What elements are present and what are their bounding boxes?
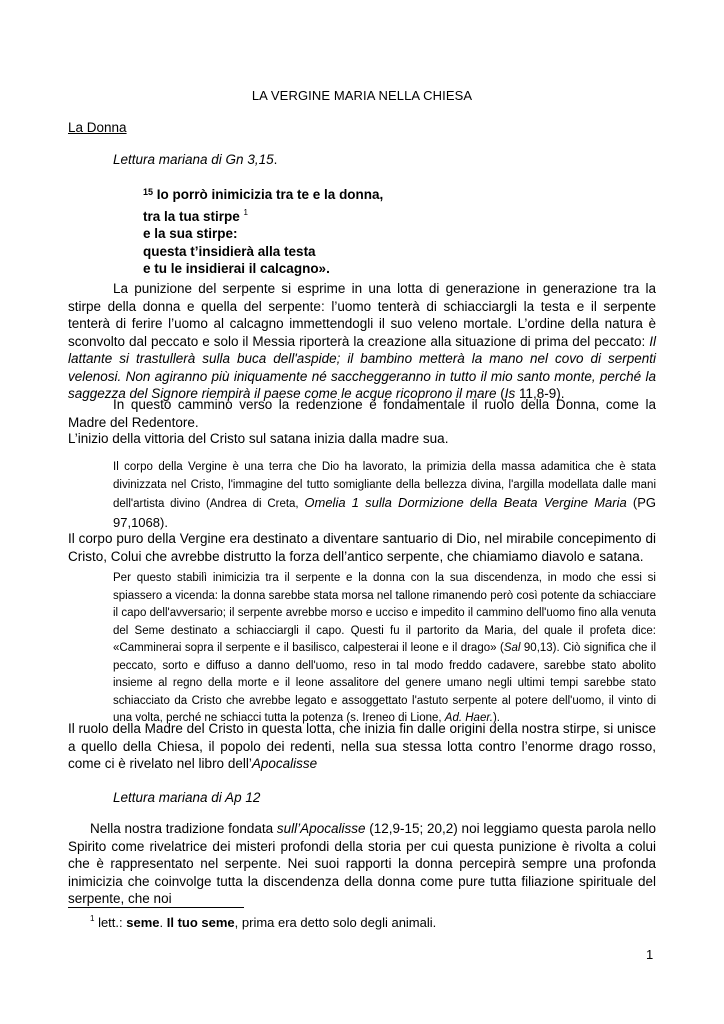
paragraph-tradition-apocalisse: sull’Apocalisse bbox=[276, 821, 366, 836]
footnote-end: , prima era detto solo degli animali. bbox=[234, 915, 437, 930]
paragraph-tradition-text: (12,9-15; 20,2) noi leggiamo questa parola nello Spirito come rivelatrice dei misteri profondi della storia per cui questa punizione è rivolta a colui che è rappresentato nel serpente. Nei suoi rapporti la donna percepirà sempre una profonda inimicizia che coinvolge tutta la discendenza della donna come pure tutta filiazione spirituale del serpente, che noi bbox=[68, 821, 656, 906]
paragraph-church bbox=[68, 720, 656, 773]
subheading-apocalypse: Lettura mariana di Ap 12 bbox=[113, 790, 261, 805]
quote-ireneo bbox=[113, 570, 656, 728]
quote-andrea-ref: (PG 97,1068). bbox=[113, 495, 656, 530]
quote-ireneo-mid: 90,13). Ciò significa che il peccato, sorto e diffuso a danno dell'uomo, reso in tal modo freddo cadavere, sarebbe stato abolito insieme al regno della morte e il leone assalitore del genere umano negli ultimi tempi sarebbe stato schiacciato da Cristo che avrebbe legato e assoggettato l'astuto serpente al potere dell'uomo, il vinto di una volta, perché ne schiacci tutta la potenza (s. Ireneo di Lione, bbox=[113, 642, 656, 724]
footnote-separator bbox=[68, 907, 244, 908]
paragraph-punishment-ref-book: Is bbox=[504, 386, 516, 401]
footnote-bold-tuo-seme: Il tuo seme bbox=[166, 915, 235, 930]
quote-ireneo-end: ). bbox=[492, 712, 500, 724]
paragraph-punishment-quote: Il lattante si trastullerà sulla buca dell'aspide; il bambino metterà la mano nel covo di serpenti velenosi. Non agiranno più iniquamente né saccheggeranno in tutto il mio santo monte, perché la saggezza del Signore riempirà il paese come le acque ricoprono il mare bbox=[68, 333, 656, 401]
quote-andrea-text: Il corpo della Vergine è una terra che Dio ha lavorato, la primizia della massa adamitica che è stata divinizzata nel Cristo, l'immagine del tutto somigliante della bellezza divina, l'argilla modellata dalle mani dell'artista divino (Andrea di Creta, bbox=[113, 461, 656, 510]
footnote-number: 1 bbox=[90, 914, 95, 923]
section-title: La Donna bbox=[68, 120, 127, 135]
paragraph-tradition bbox=[68, 820, 656, 908]
footnote-separator-text: . bbox=[159, 915, 167, 930]
verse-line-1-text: Io porrò inimicizia tra te e la donna, bbox=[153, 187, 384, 202]
paragraph-tradition-start: Nella nostra tradizione fondata bbox=[90, 821, 277, 836]
verse-line-2 bbox=[143, 204, 383, 226]
verse-number: 15 bbox=[143, 187, 154, 197]
page-number: 1 bbox=[646, 947, 654, 962]
paragraph-church-apocalisse: Apocalisse bbox=[251, 756, 318, 771]
paragraph-punishment bbox=[68, 280, 656, 403]
subheading-genesis-text: Lettura mariana di Gn 3,15 bbox=[113, 152, 274, 167]
paragraph-punishment-ref-rest: 11,8-9). bbox=[515, 386, 565, 401]
verse-line-4: questa t’insidierà alla testa bbox=[143, 243, 316, 259]
quote-ireneo-text: Per questo stabilì inimicizia tra il serpente e la donna con la sua discendenza, in modo che essi si spiassero a vicenda: la donna sarebbe stata morsa nel tallone rimanendo però così potente da schiacciare il capo dell'avversario; il serpente avrebbe morso e ucciso e impedito il cammino dell'uomo fino alla venuta del Seme destinato a schiacciargli il capo. Questi fu il partorito da Maria, del quale il profeta dice: «Camminerai sopra il serpente e il basilisco, calpesterai il leone e il drago» ( bbox=[113, 572, 656, 654]
quote-andrea-di-creta bbox=[113, 459, 656, 533]
quote-andrea-title: Omelia 1 sulla Dormizione della Beata Vergine Maria bbox=[304, 495, 627, 510]
footnote bbox=[90, 914, 436, 930]
quote-ireneo-source: Ad. Haer. bbox=[444, 712, 493, 724]
paragraph-redemption bbox=[68, 396, 656, 431]
footnote-bold-seme: seme bbox=[126, 915, 160, 930]
footnote-start: lett.: bbox=[94, 915, 127, 930]
paragraph-punishment-text: La punizione del serpente si esprime in una lotta di generazione in generazione tra la stirpe della donna e quella del serpente: l’uomo tenterà di schiacciargli la testa e il serpente tenterà di ferire l’uomo al calcagno immettendogli il suo veleno mortale. L’ordine della natura è sconvolto dal peccato e solo il Messia riporterà la creazione alla situazione di prima del peccato: bbox=[68, 281, 656, 349]
verse-line-1 bbox=[143, 184, 383, 204]
paragraph-pure-body: Il corpo puro della Vergine era destinato a diventare santuario di Dio, nel mirabile concepimento di Cristo, Colui che avrebbe distrutto la forza dell’antico serpente, che chiamiamo diavolo e satana. bbox=[68, 531, 656, 564]
quote-ireneo-ref-book: Sal bbox=[503, 642, 521, 654]
paragraph-church-text: Il ruolo della Madre del Cristo in questa lotta, che inizia fin dalle origini della nostra stirpe, si unisce a quello della Chiesa, il popolo dei redenti, nella sua stessa lotta contro l’enorme drago rosso, come ci è rivelato nel libro dell’ bbox=[68, 721, 656, 771]
paragraph-punishment-ref-open: ( bbox=[496, 386, 505, 401]
paragraph-redemption-text: In questo cammino verso la redenzione è fondamentale il ruolo della Donna, come la Madre del Redentore. bbox=[68, 397, 656, 430]
verse-line-5: e tu le insidierai il calcagno». bbox=[143, 261, 330, 276]
verse-line-3: e la sua stirpe: bbox=[143, 226, 238, 241]
footnote-reference[interactable]: 1 bbox=[243, 207, 248, 217]
paragraph-victory: L’inizio della vittoria del Cristo sul satana inizia dalla madre sua. bbox=[68, 431, 449, 446]
verse-line-2-text: tra la tua stirpe bbox=[143, 208, 244, 224]
verse-block bbox=[143, 184, 383, 278]
subheading-genesis bbox=[113, 152, 277, 167]
page-title: LA VERGINE MARIA NELLA CHIESA bbox=[251, 88, 473, 103]
subheading-genesis-period: . bbox=[273, 152, 278, 167]
